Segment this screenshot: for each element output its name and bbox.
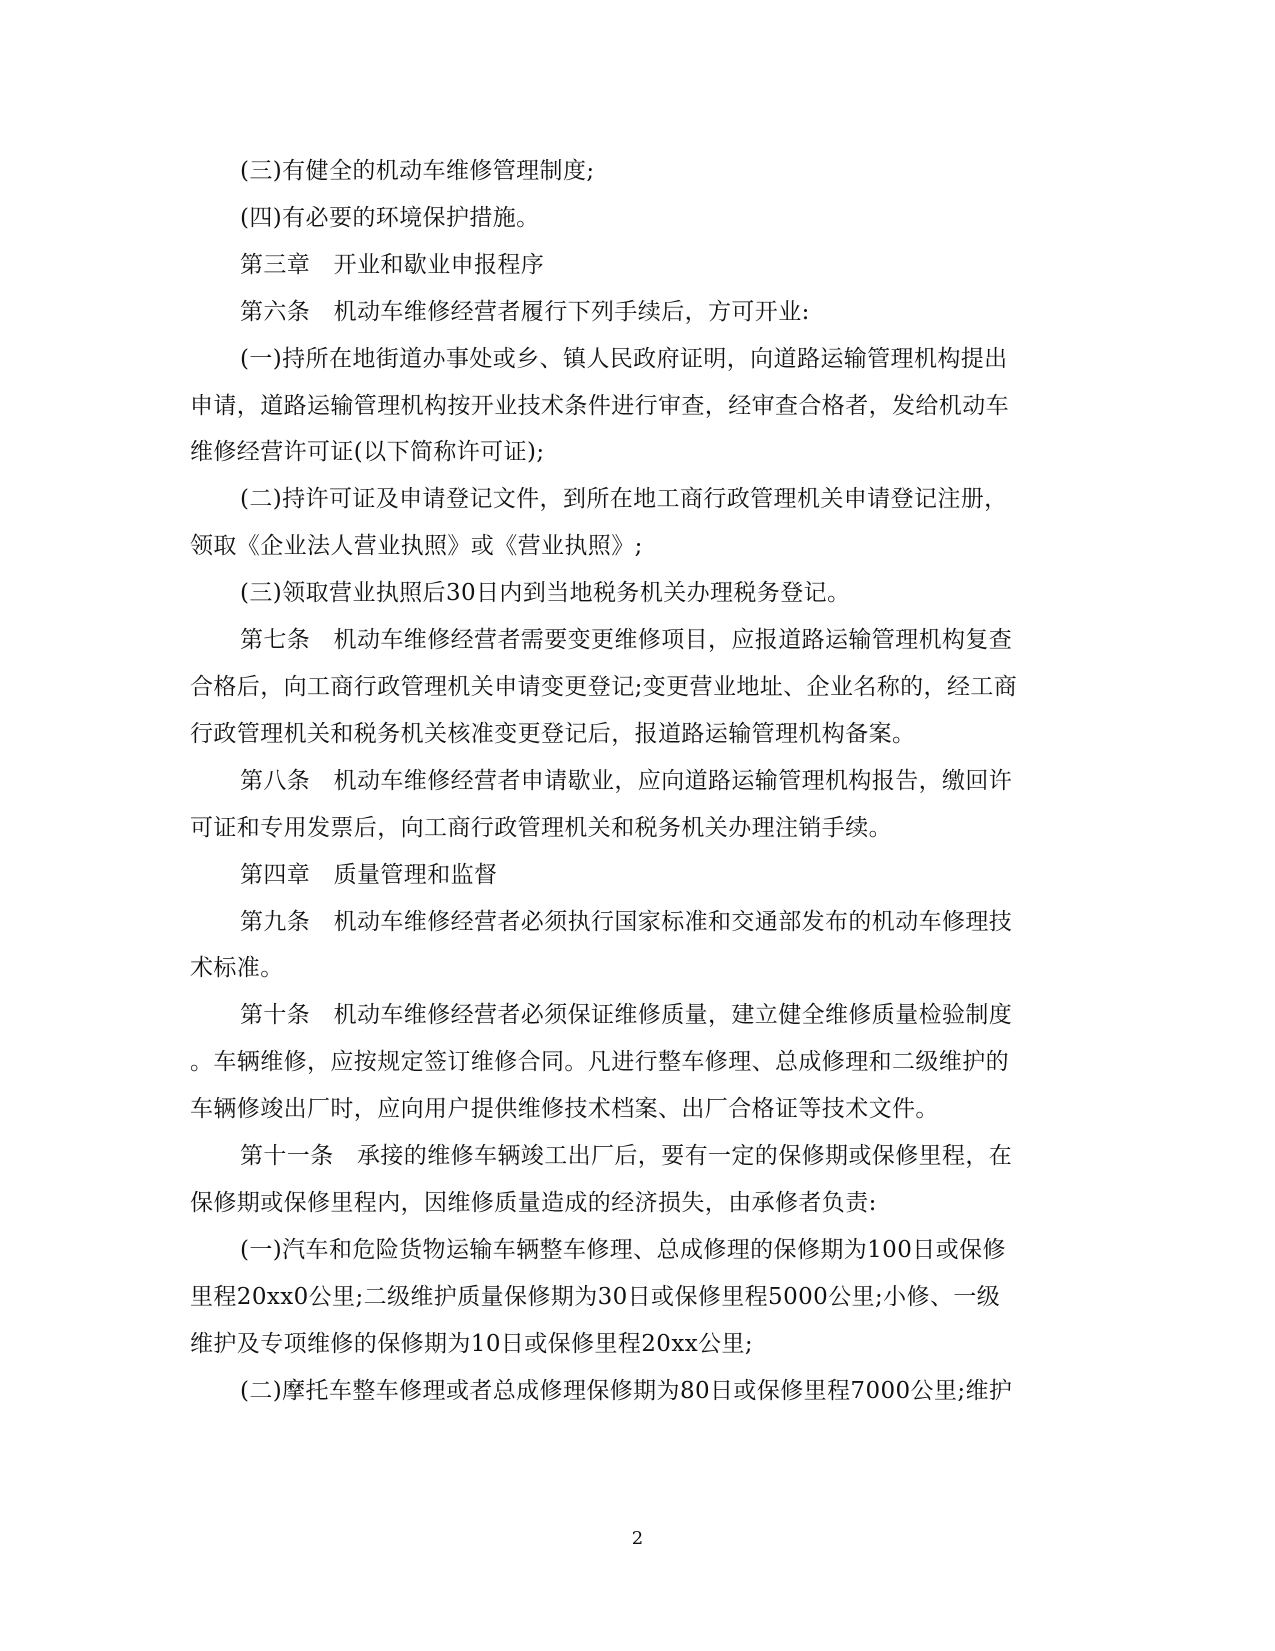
text-line: 合格后，向工商行政管理机关申请变更登记;变更营业地址、企业名称的，经工商 (190, 674, 1018, 700)
page-number: 2 (631, 1528, 644, 1549)
text-line: (三)有健全的机动车维修管理制度; (240, 158, 595, 184)
text-line: 行政管理机关和税务机关核准变更登记后，报道路运输管理机构备案。 (190, 721, 916, 747)
text-line: 车辆修竣出厂时，应向用户提供维修技术档案、出厂合格证等技术文件。 (190, 1096, 939, 1122)
text-line: 申请，道路运输管理机构按开业技术条件进行审查，经审查合格者，发给机动车 (190, 393, 1009, 419)
text-line: (四)有必要的环境保护措施。 (240, 205, 540, 231)
text-line: 维护及专项维修的保修期为10日或保修里程20xx公里; (190, 1331, 754, 1357)
text-line: 第十一条 承接的维修车辆竣工出厂后，要有一定的保修期或保修里程，在 (240, 1143, 1013, 1169)
text-line: 第十条 机动车维修经营者必须保证维修质量，建立健全维修质量检验制度 (240, 1002, 1013, 1028)
text-line: (二)持许可证及申请登记文件，到所在地工商行政管理机关申请登记注册， (240, 486, 1008, 512)
text-line: (一)汽车和危险货物运输车辆整车修理、总成修理的保修期为100日或保修 (240, 1237, 1006, 1263)
chapter-heading: 第三章 开业和歇业申报程序 (240, 252, 545, 278)
text-line: 领取《企业法人营业执照》或《营业执照》; (190, 533, 643, 559)
text-line: 保修期或保修里程内，因维修质量造成的经济损失，由承修者负责: (190, 1190, 877, 1216)
text-line: 第六条 机动车维修经营者履行下列手续后，方可开业: (240, 299, 810, 325)
chapter-heading: 第四章 质量管理和监督 (240, 862, 498, 888)
text-line: 里程20xx0公里;二级维护质量保修期为30日或保修里程5000公里;小修、一级 (190, 1284, 1001, 1310)
text-line: (三)领取营业执照后30日内到当地税务机关办理税务登记。 (240, 580, 851, 606)
text-line: 可证和专用发票后，向工商行政管理机关和税务机关办理注销手续。 (190, 815, 892, 841)
text-line: 第九条 机动车维修经营者必须执行国家标准和交通部发布的机动车修理技 (240, 909, 1013, 935)
text-line: 第八条 机动车维修经营者申请歇业，应向道路运输管理机构报告，缴回许 (240, 768, 1013, 794)
text-line: 维修经营许可证(以下简称许可证); (190, 439, 545, 465)
text-line: 第七条 机动车维修经营者需要变更维修项目，应报道路运输管理机构复查 (240, 627, 1013, 653)
text-line: (一)持所在地街道办事处或乡、镇人民政府证明，向道路运输管理机构提出 (240, 346, 1008, 372)
text-line: 。车辆维修，应按规定签订维修合同。凡进行整车修理、总成修理和二级维护的 (190, 1049, 1009, 1075)
text-line: 术标准。 (190, 955, 284, 981)
text-line: (二)摩托车整车修理或者总成修理保修期为80日或保修里程7000公里;维护 (240, 1378, 1013, 1404)
